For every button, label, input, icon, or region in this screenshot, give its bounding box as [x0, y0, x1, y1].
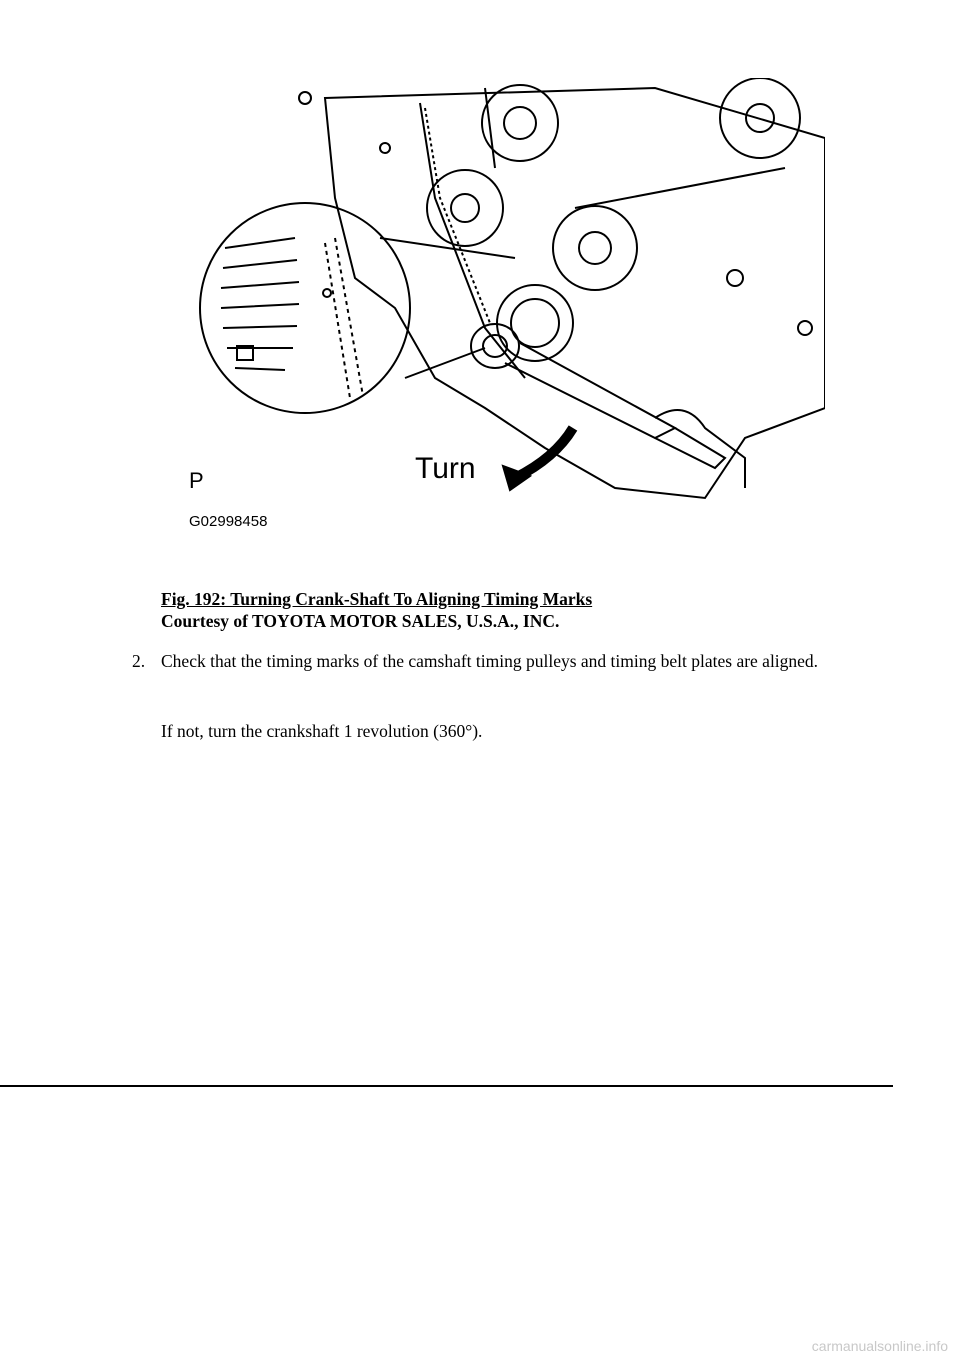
- step-text: Check that the timing marks of the camshaft timing pulleys and timing belt plates are aligned.: [161, 651, 819, 671]
- caption-title: Fig. 192: Turning Crank-Shaft To Aligning Timing Marks: [161, 589, 593, 609]
- engine-illustration: [185, 78, 825, 538]
- graphic-id: G02998458: [189, 513, 268, 530]
- figure-p-label: P: [189, 468, 204, 493]
- figure-crankshaft-turning: [185, 78, 825, 538]
- figure-caption: [161, 588, 592, 632]
- step-note: If not, turn the crankshaft 1 revolution (360°).: [161, 721, 483, 741]
- caption-courtesy: Courtesy of TOYOTA MOTOR SALES, U.S.A., INC.: [161, 611, 560, 631]
- page-divider: [0, 1085, 893, 1087]
- turn-label: Turn: [415, 452, 476, 485]
- footer-watermark: carmanualsonline.info: [811, 1338, 948, 1354]
- step-number: 2.: [132, 651, 146, 671]
